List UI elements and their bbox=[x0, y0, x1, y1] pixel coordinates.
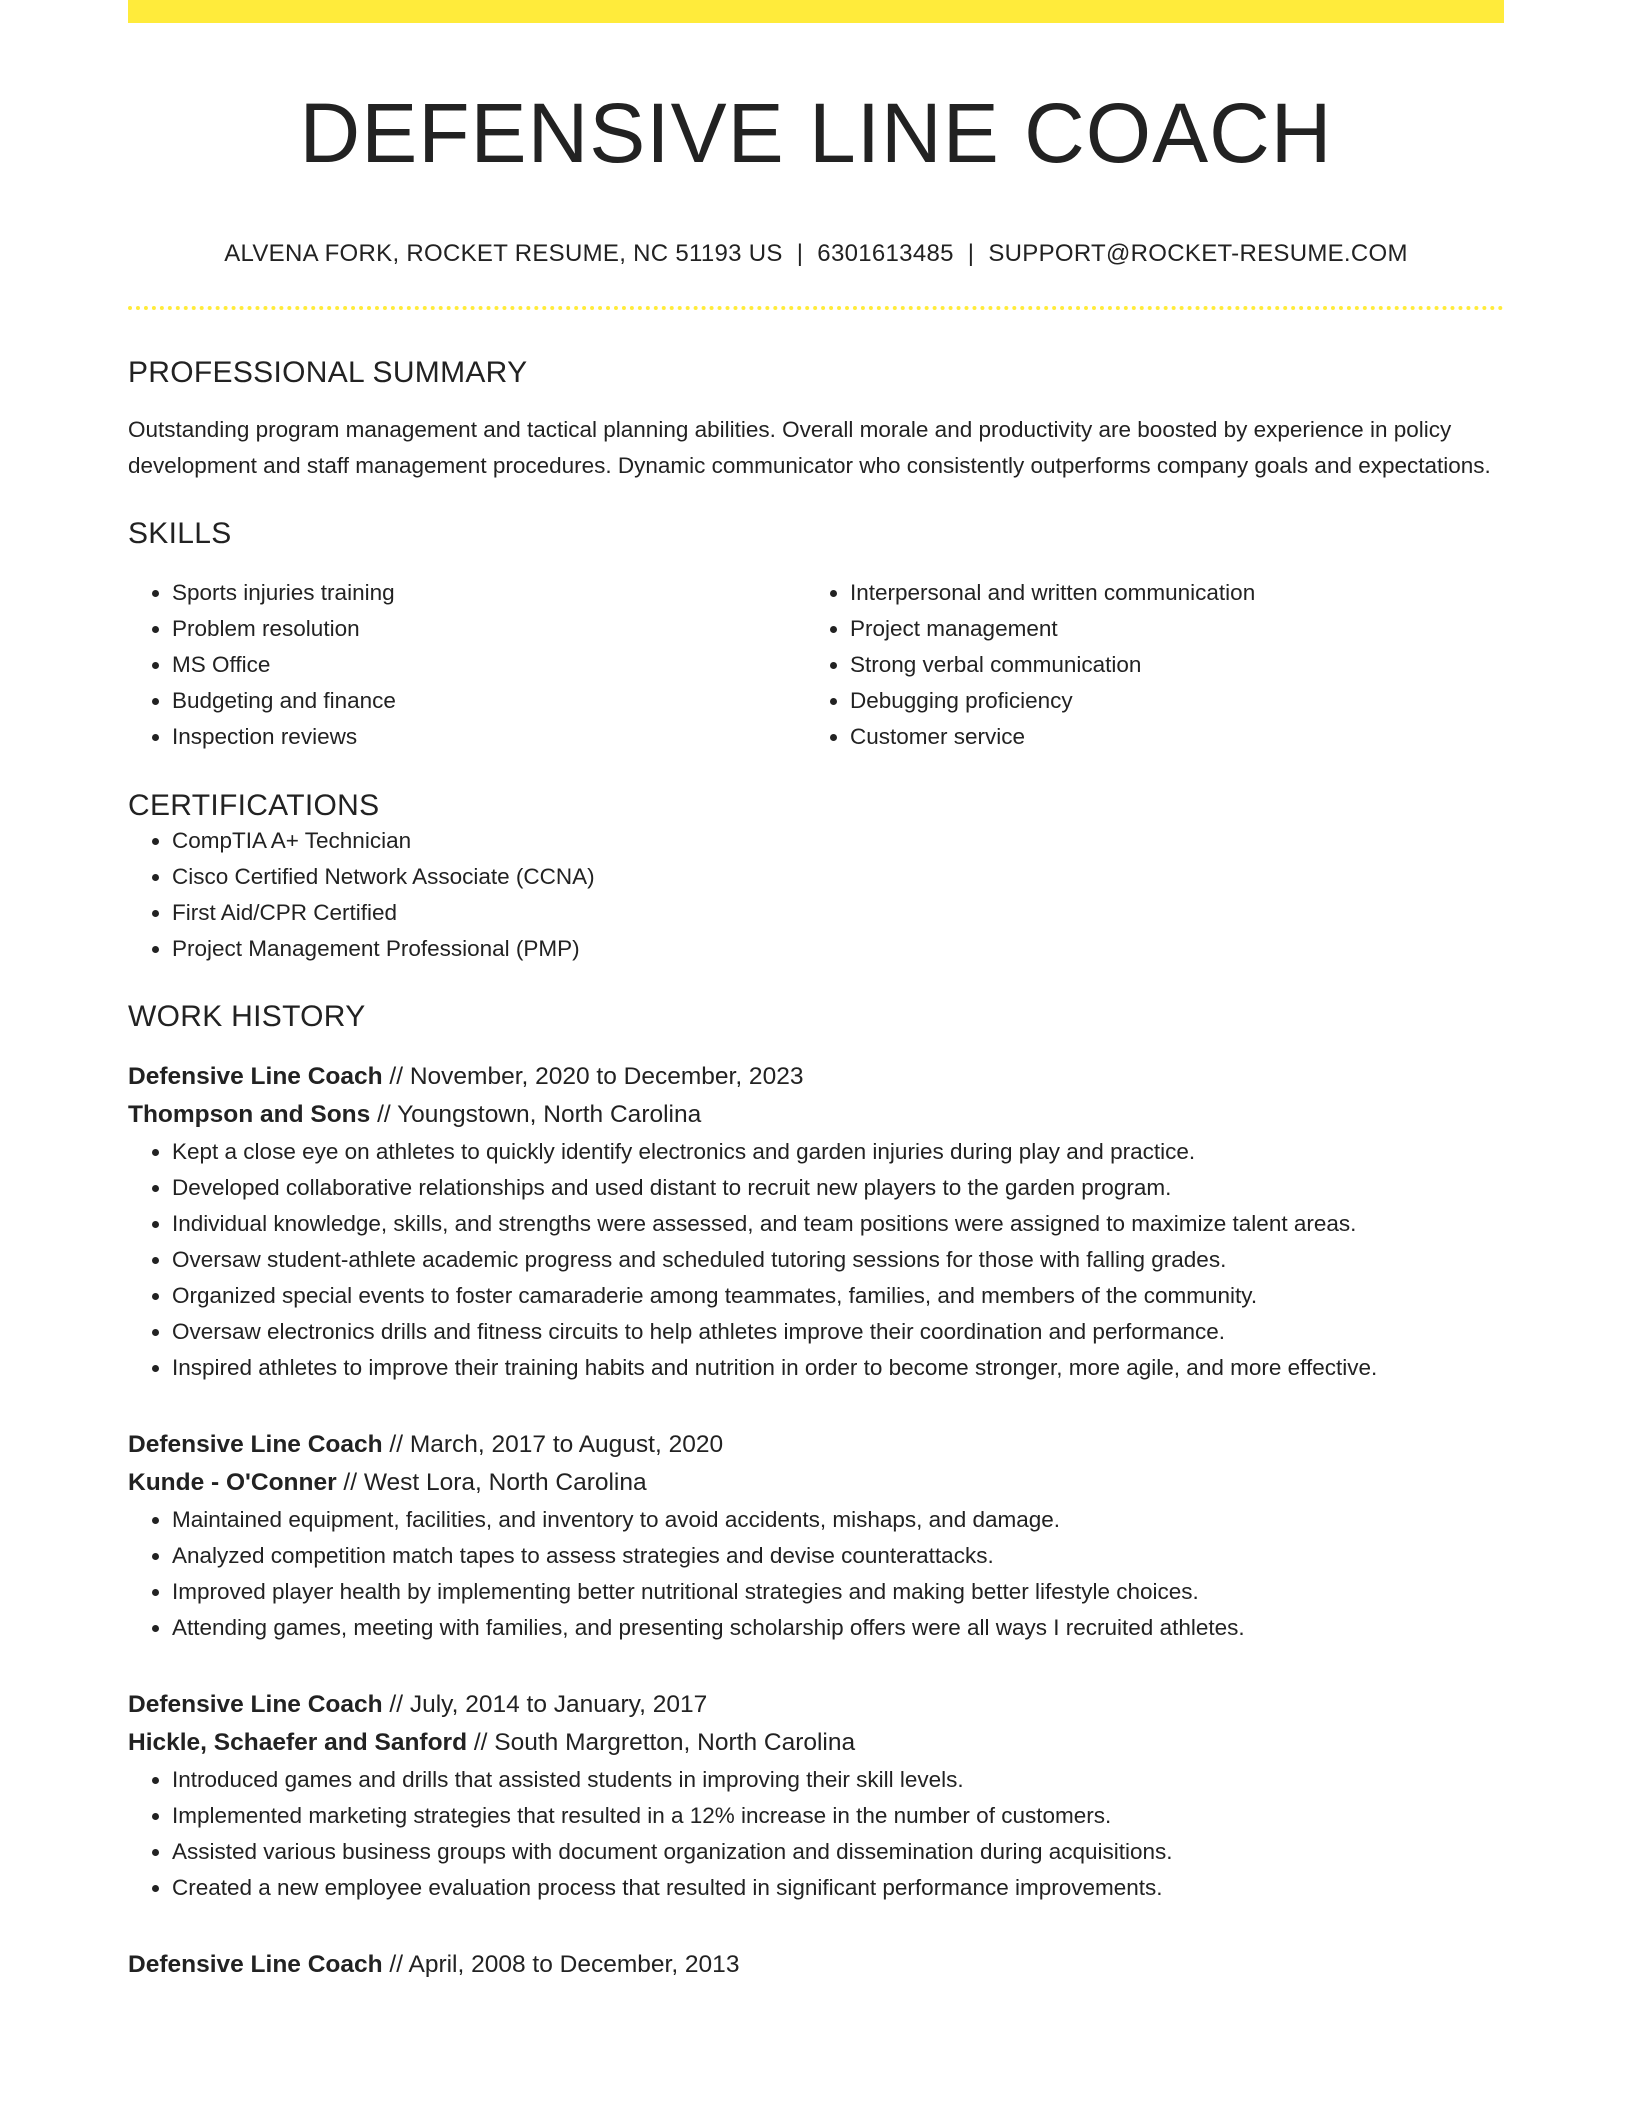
job-title-line bbox=[128, 1686, 1504, 1724]
resume-page bbox=[128, 0, 1504, 1984]
job-company-line bbox=[128, 1464, 1504, 1502]
skill-item: • Project management bbox=[850, 611, 1484, 647]
job-title-line bbox=[128, 1058, 1504, 1096]
job-bullets bbox=[128, 1762, 1504, 1906]
job-bullets bbox=[128, 1502, 1504, 1646]
job-bullet: • Oversaw student-athlete academic progress and scheduled tutoring sessions for those with falling grades. bbox=[172, 1242, 1504, 1278]
certification-item: • First Aid/CPR Certified bbox=[172, 895, 1504, 931]
job-bullets bbox=[128, 1134, 1504, 1386]
skill-item: • Strong verbal communication bbox=[850, 647, 1484, 683]
job-bullet: • Developed collaborative relationships and used distant to recruit new players to the garden program. bbox=[172, 1170, 1504, 1206]
job-bullet: • Analyzed competition match tapes to assess strategies and devise counterattacks. bbox=[172, 1538, 1504, 1574]
job-company: Hickle, Schaefer and Sanford bbox=[128, 1728, 468, 1756]
contact-separator: | bbox=[967, 239, 975, 267]
contact-email: SUPPORT@ROCKET-RESUME.COM bbox=[988, 239, 1408, 267]
job-title-line bbox=[128, 1946, 1504, 1984]
skill-item: • Sports injuries training bbox=[172, 575, 806, 611]
work-history-heading: WORK HISTORY bbox=[128, 999, 366, 1033]
header-divider bbox=[128, 306, 1504, 310]
summary-text: Outstanding program management and tactical planning abilities. Overall morale and productivity are boosted by experience in policy development and staff management procedures. Dynamic communicator who consistently outperforms company goals and expectations. bbox=[128, 416, 1491, 478]
job-company: Thompson and Sons bbox=[128, 1100, 371, 1128]
certification-item: • CompTIA A+ Technician bbox=[172, 823, 1504, 859]
skill-item: • Inspection reviews bbox=[172, 719, 806, 755]
job-dates: // July, 2014 to January, 2017 bbox=[382, 1690, 708, 1718]
contact-phone: 6301613485 bbox=[817, 239, 954, 267]
job-title: Defensive Line Coach bbox=[128, 1690, 383, 1718]
skill-item: • Debugging proficiency bbox=[850, 683, 1484, 719]
job-bullet: • Individual knowledge, skills, and strengths were assessed, and team positions were assigned to maximize talent areas. bbox=[172, 1206, 1504, 1242]
skills-right-list bbox=[806, 575, 1484, 755]
job-entry bbox=[128, 1058, 1504, 1386]
job-bullet: • Attending games, meeting with families, and presenting scholarship offers were all ways I recruited athletes. bbox=[172, 1610, 1504, 1646]
contact-separator: | bbox=[796, 239, 804, 267]
job-location: // Youngstown, North Carolina bbox=[370, 1100, 702, 1128]
job-bullet: • Kept a close eye on athletes to quickly identify electronics and garden injuries during play and practice. bbox=[172, 1134, 1504, 1170]
contact-line bbox=[128, 240, 1504, 268]
skill-item: • MS Office bbox=[172, 647, 806, 683]
job-bullet: • Maintained equipment, facilities, and inventory to avoid accidents, mishaps, and damage. bbox=[172, 1502, 1504, 1538]
job-bullet: • Assisted various business groups with document organization and dissemination during acquisitions. bbox=[172, 1834, 1504, 1870]
skills-columns bbox=[128, 575, 1504, 755]
job-bullet: • Improved player health by implementing better nutritional strategies and making better lifestyle choices. bbox=[172, 1574, 1504, 1610]
job-company-line bbox=[128, 1724, 1504, 1762]
certification-item: • Cisco Certified Network Associate (CCNA) bbox=[172, 859, 1504, 895]
skills-heading: SKILLS bbox=[128, 516, 232, 550]
job-entry bbox=[128, 1426, 1504, 1646]
job-entry bbox=[128, 1686, 1504, 1906]
job-entry bbox=[128, 1946, 1504, 1984]
job-bullet: • Introduced games and drills that assisted students in improving their skill levels. bbox=[172, 1762, 1504, 1798]
top-accent-bar bbox=[128, 0, 1504, 23]
certification-item: • Project Management Professional (PMP) bbox=[172, 931, 1504, 967]
job-dates: // November, 2020 to December, 2023 bbox=[382, 1062, 804, 1090]
job-location: // West Lora, North Carolina bbox=[336, 1468, 647, 1496]
job-bullet: • Inspired athletes to improve their training habits and nutrition in order to become stronger, more agile, and more effective. bbox=[172, 1350, 1504, 1386]
job-bullet: • Oversaw electronics drills and fitness circuits to help athletes improve their coordination and performance. bbox=[172, 1314, 1504, 1350]
job-title-line bbox=[128, 1426, 1504, 1464]
job-title: Defensive Line Coach bbox=[128, 1062, 383, 1090]
job-company-line bbox=[128, 1096, 1504, 1134]
job-dates: // March, 2017 to August, 2020 bbox=[382, 1430, 724, 1458]
job-company: Kunde - O'Conner bbox=[128, 1468, 337, 1496]
job-bullet: • Organized special events to foster camaraderie among teammates, families, and members of the community. bbox=[172, 1278, 1504, 1314]
certifications-list bbox=[128, 823, 1504, 967]
job-dates: // April, 2008 to December, 2013 bbox=[382, 1950, 740, 1978]
job-bullet: • Created a new employee evaluation process that resulted in significant performance improvements. bbox=[172, 1870, 1504, 1906]
skills-left-list bbox=[128, 575, 806, 755]
skill-item: • Interpersonal and written communication bbox=[850, 575, 1484, 611]
job-title: Defensive Line Coach bbox=[128, 1950, 383, 1978]
skill-item: • Problem resolution bbox=[172, 611, 806, 647]
job-bullet: • Implemented marketing strategies that resulted in a 12% increase in the number of customers. bbox=[172, 1798, 1504, 1834]
job-location: // South Margretton, North Carolina bbox=[467, 1728, 856, 1756]
job-title: Defensive Line Coach bbox=[128, 1430, 383, 1458]
contact-address: ALVENA FORK, ROCKET RESUME, NC 51193 US bbox=[224, 239, 783, 267]
skill-item: • Customer service bbox=[850, 719, 1484, 755]
resume-title: DEFENSIVE LINE COACH bbox=[299, 86, 1333, 180]
skill-item: • Budgeting and finance bbox=[172, 683, 806, 719]
summary-heading: PROFESSIONAL SUMMARY bbox=[128, 355, 528, 389]
certifications-heading: CERTIFICATIONS bbox=[128, 788, 380, 822]
